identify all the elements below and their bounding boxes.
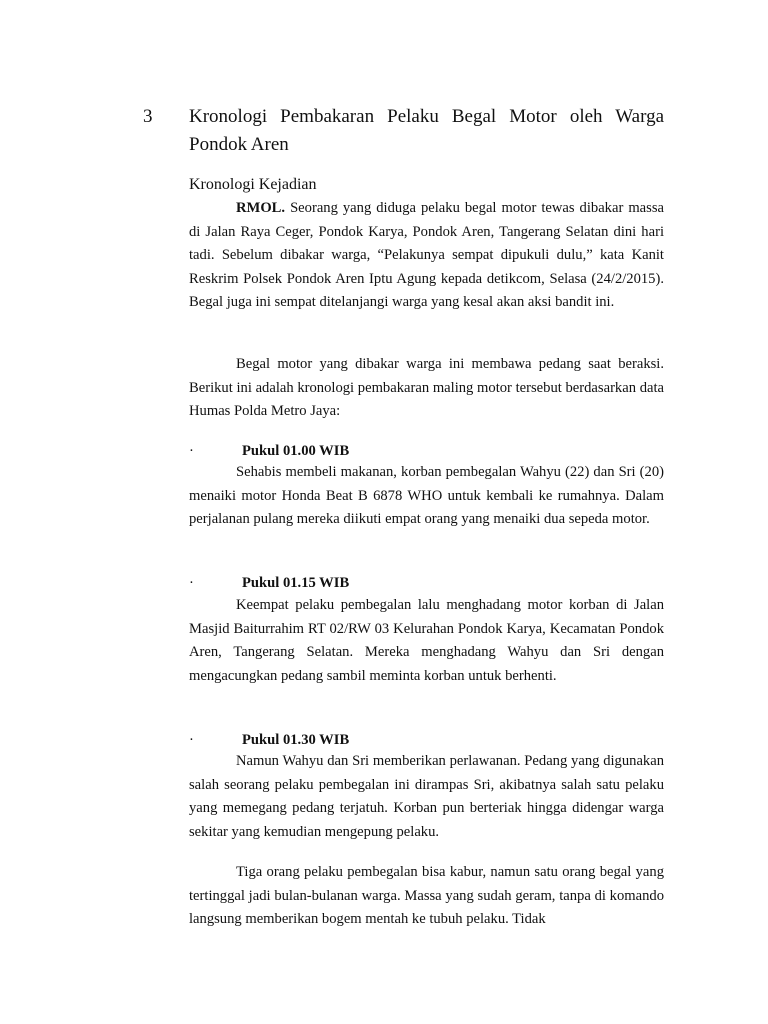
paragraph-last-text: Tiga orang pelaku pembegalan bisa kabur, namun satu orang begal yang tertinggal jadi bulan-bulanan warga. Massa yang sudah geram, tanpa di komando langsung memberikan bogem mentah ke tubuh pelaku. Tidak: [189, 864, 664, 928]
timeline-time: Pukul 01.30 WIB: [242, 732, 350, 748]
timeline-text: Sehabis membeli makanan, korban pembegalan Wahyu (22) dan Sri (20) menaiki motor Honda Beat B 6878 WHO untuk kembali ke rumahnya. Dalam perjalanan pulang mereka diikuti empat orang yang menaiki dua sepeda motor.: [189, 464, 664, 528]
subheading: Kronologi Kejadian: [189, 176, 317, 193]
paragraph-2: [189, 353, 664, 424]
intro-lead: RMOL.: [236, 200, 286, 216]
bullet-dot-icon: ·: [189, 575, 194, 591]
bullet-dot-icon: ·: [189, 443, 194, 459]
section-title: Kronologi Pembakaran Pelaku Begal Motor oleh Warga Pondok Aren: [189, 106, 664, 155]
paragraph-2-text: Begal motor yang dibakar warga ini membawa pedang saat beraksi. Berikut ini adalah kronologi pembakaran maling motor tersebut berdasarkan data Humas Polda Metro Jaya:: [189, 356, 664, 420]
timeline-item-2-text: [189, 594, 664, 688]
timeline-item-1-text: [189, 461, 664, 532]
section-number: 3: [143, 106, 153, 127]
timeline-time: Pukul 01.15 WIB: [242, 575, 350, 591]
timeline-time: Pukul 01.00 WIB: [242, 443, 350, 459]
timeline-text: Namun Wahyu dan Sri memberikan perlawanan. Pedang yang digunakan salah seorang pelaku pembegalan ini dirampas Sri, akibatnya salah satu pelaku yang memegang pedang terjatuh. Korban pun berteriak hingga didengar warga sekitar yang kemudian mengepung pelaku.: [189, 753, 664, 840]
timeline-text: Keempat pelaku pembegalan lalu menghadang motor korban di Jalan Masjid Baiturrahim RT 02/RW 03 Kelurahan Pondok Karya, Kecamatan Pondok Aren, Tangerang Selatan. Mereka menghadang Wahyu dan Sri dengan mengacungkan pedang sambil meminta korban untuk berhenti.: [189, 597, 664, 684]
bullet-dot-icon: ·: [189, 732, 194, 748]
intro-text: Seorang yang diduga pelaku begal motor tewas dibakar massa di Jalan Raya Ceger, Pondok Karya, Pondok Aren, Tangerang Selatan dini hari tadi. Sebelum dibakar warga, “Pelakunya sempat dipukuli dulu,” kata Kanit Reskrim Polsek Pondok Aren Iptu Agung kepada detikcom, Selasa (24/2/2015). Begal juga ini sempat ditelanjangi warga yang kesal akan aksi bandit ini.: [189, 200, 664, 311]
paragraph-last: [189, 861, 664, 932]
timeline-item-3-text: [189, 750, 664, 844]
intro-paragraph: [189, 197, 664, 315]
